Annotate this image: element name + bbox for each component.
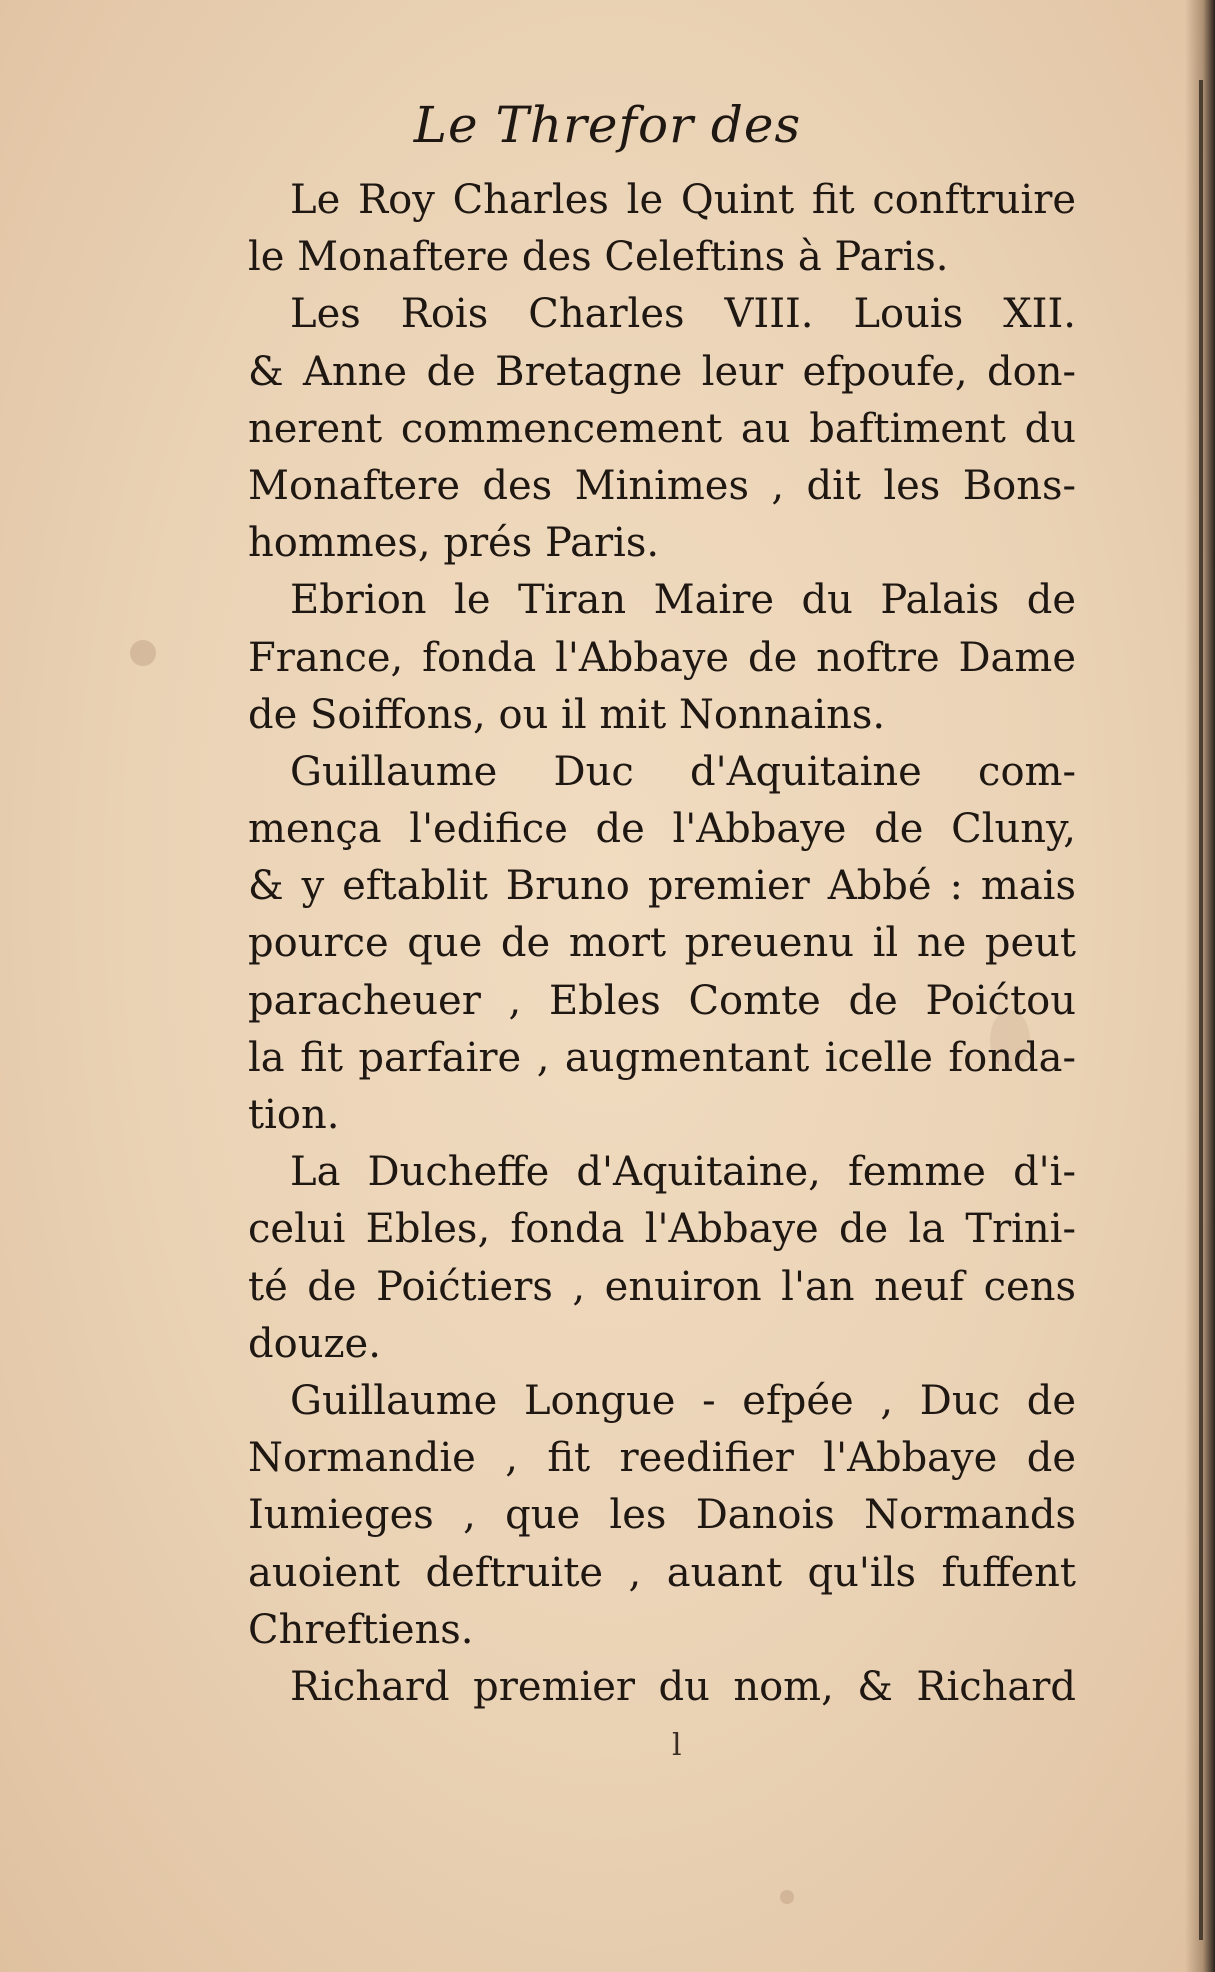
text-line: La Ducheffe d'Aquitaine, femme d'i- (290, 1149, 1076, 1196)
text-line: Monaftere des Minimes , dit les Bons- (248, 462, 1076, 509)
paper-stain (780, 1890, 794, 1904)
text-line: Les Rois Charles VIII. Louis XII. (290, 291, 1076, 338)
text-line: hommes, prés Paris. (248, 520, 660, 567)
text-line: mença l'edifice de l'Abbaye de Cluny, (248, 806, 1076, 853)
text-line: nerent commencement au baftiment du (248, 405, 1076, 452)
text-line: celui Ebles, fonda l'Abbaye de la Trini- (248, 1206, 1076, 1253)
text-line: Le Roy Charles le Quint fit conftruire (290, 177, 1076, 223)
text-line: la fit parfaire , augmentant icelle fonda- (248, 1034, 1076, 1081)
text-line: douze. (248, 1320, 381, 1367)
text-line: Richard premier du nom, & Richard (290, 1663, 1076, 1710)
text-line: de Soiffons, ou il mit Nonnains. (248, 691, 886, 738)
body-text (248, 172, 1076, 1716)
text-line: auoient deftruite , auant qu'ils fuffent (248, 1549, 1076, 1596)
text-line: le Monaftere des Celeftins à Paris. (248, 234, 949, 281)
text-line: Iumieges , que les Danois Normands (248, 1492, 1076, 1539)
text-line: & y eftablit Bruno premier Abbé : mais (248, 863, 1076, 910)
text-line: paracheuer , Ebles Comte de Poićtou (248, 977, 1076, 1024)
page-edge-line (1199, 80, 1203, 1940)
text-line: Normandie , fit reedifier l'Abbaye de (248, 1435, 1076, 1482)
folio-mark: l (672, 1728, 682, 1763)
text-line: & Anne de Bretagne leur efpoufe, don- (248, 348, 1076, 395)
text-line: tion. (248, 1092, 340, 1138)
running-head: Le Threfor des (413, 96, 802, 154)
text-line: Guillaume Longue - efpée , Duc de (290, 1377, 1076, 1424)
paper-stain (130, 640, 156, 666)
text-line: pource que de mort preuenu il ne peut (248, 920, 1076, 967)
text-line: Ebrion le Tiran Maire du Palais de (290, 577, 1076, 624)
text-line: France, fonda l'Abbaye de noftre Dame (248, 634, 1076, 681)
text-line: Chreftiens. (248, 1606, 474, 1653)
text-line: té de Poićtiers , enuiron l'an neuf cens (248, 1263, 1076, 1310)
text-line: Guillaume Duc d'Aquitaine com- (290, 748, 1076, 795)
